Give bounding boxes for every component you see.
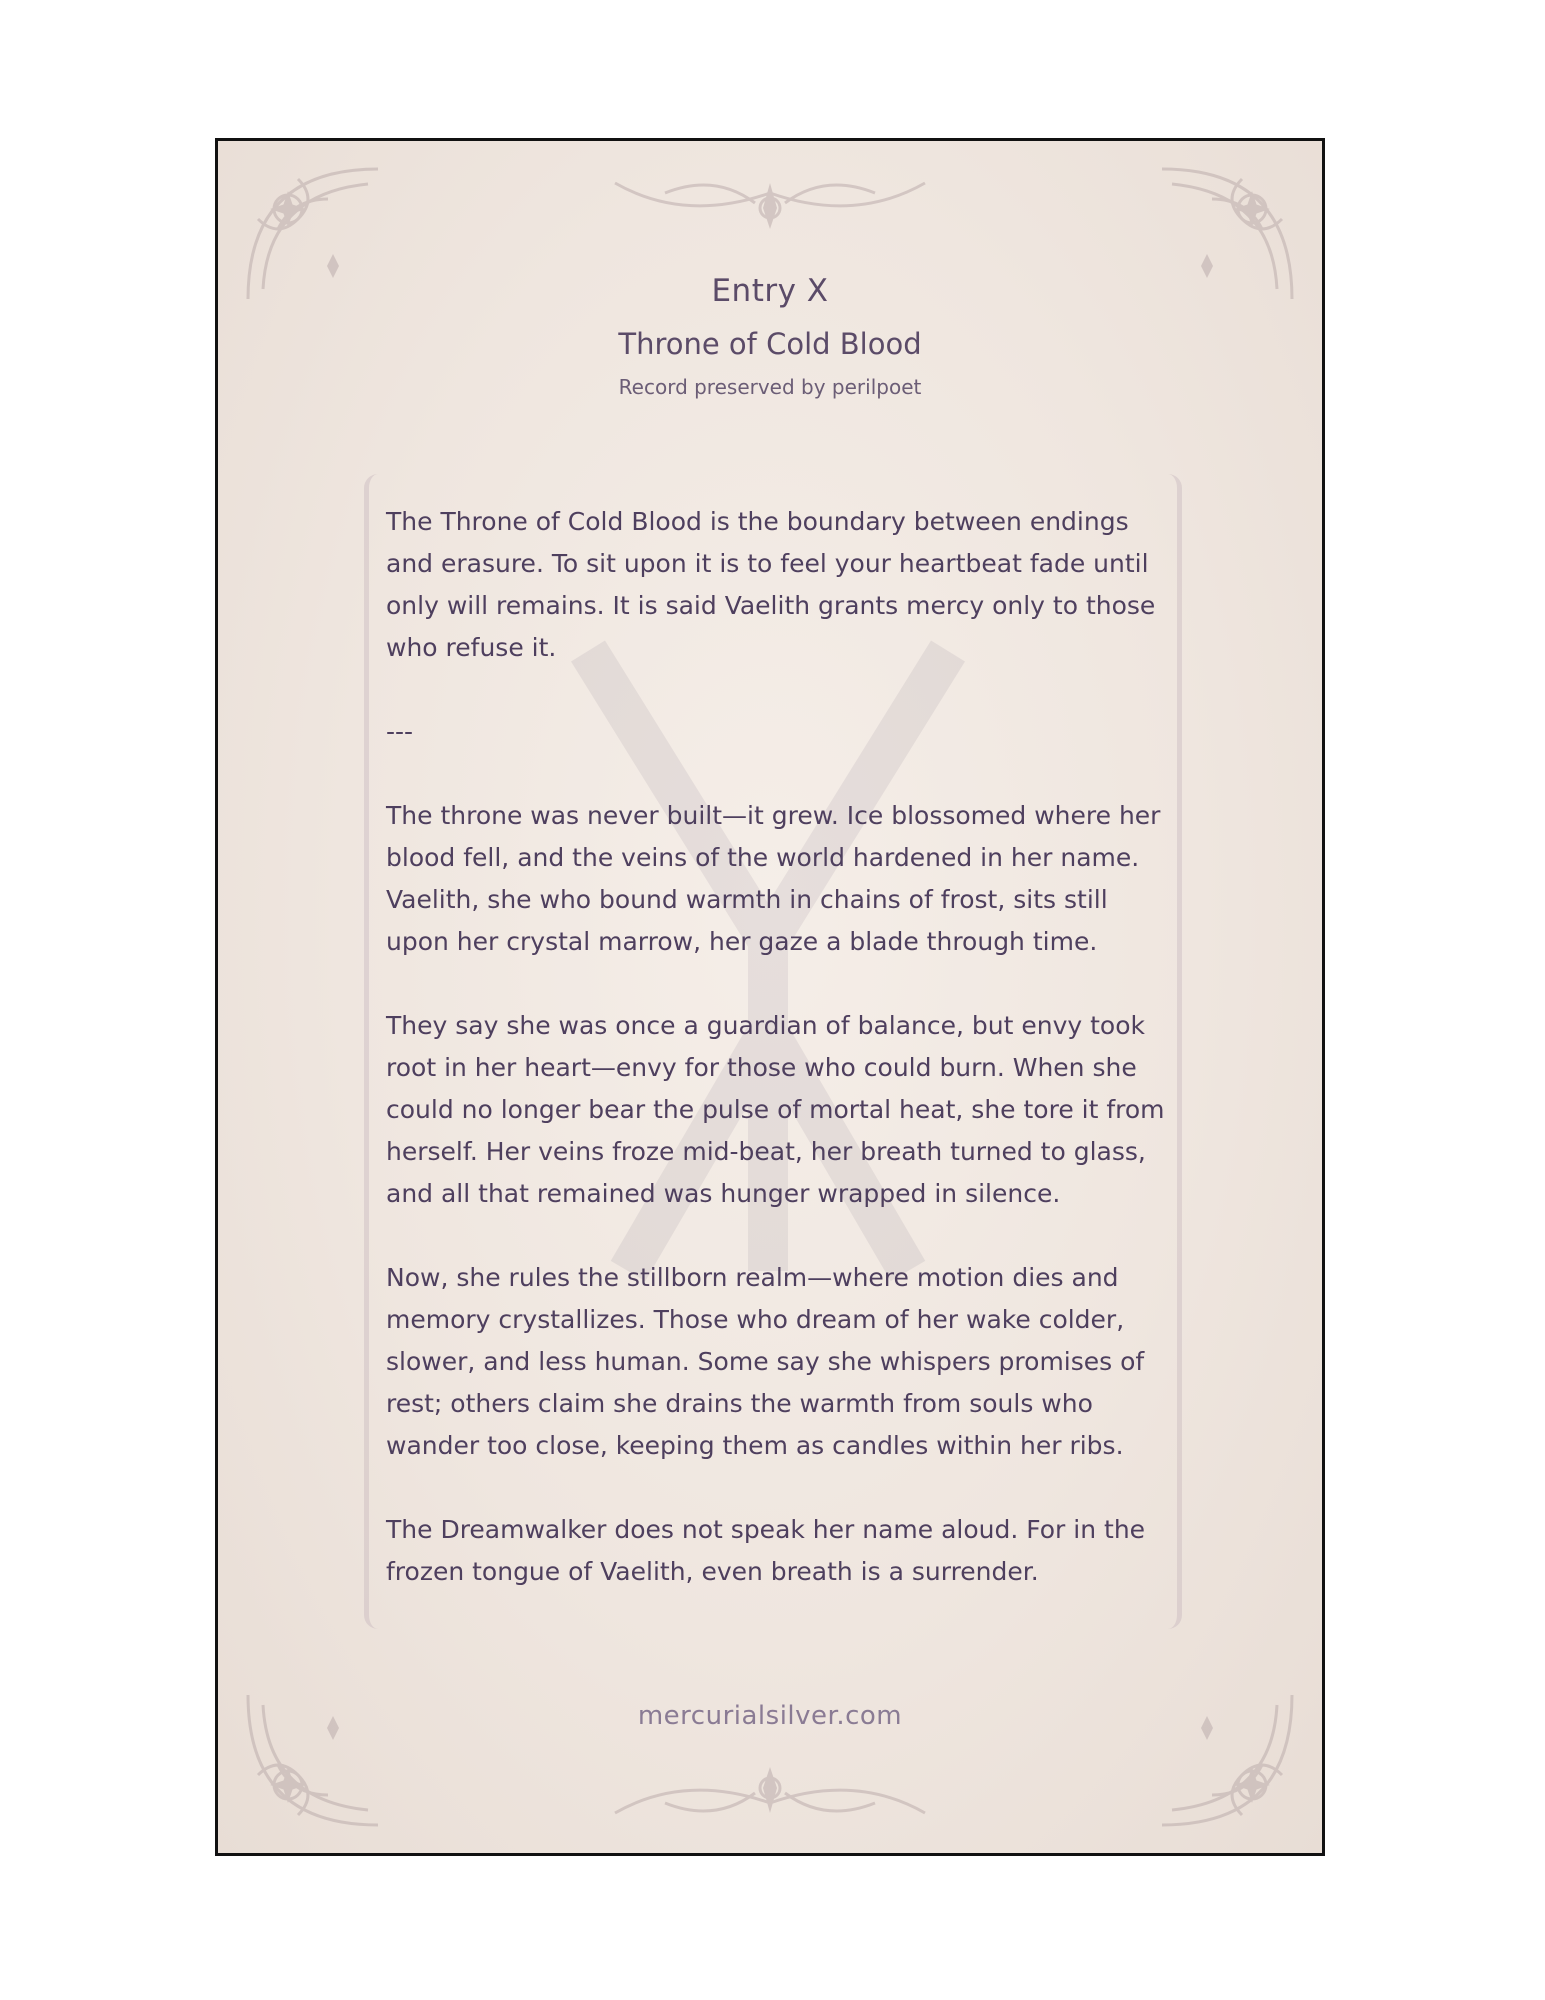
flourish-icon [605,1763,935,1833]
body-paragraph: The Dreamwalker does not speak her name aloud. For in the frozen tongue of Vaelith, even breath is a surrender. [386,1515,1146,1586]
body-paragraph: They say she was once a guardian of balance, but envy took root in her heart—envy for those who could burn. When she could no longer bear the pulse of mortal heat, she tore it from herself. Her veins froze mid-beat, her breath turned to glass, and all that remained was hunger wrapped in silence. [386,1011,1165,1208]
website-footer: mercurialsilver.com [637,1701,903,1731]
entry-title: Entry X [711,273,829,309]
body-paragraph: The throne was never built—it grew. Ice blossomed where her blood fell, and the veins of the world hardened in her name. Vaelith, she who bound warmth in chains of frost, sits still upon her crystal marrow, her gaze a blade through time. [386,801,1161,956]
section-divider: --- [386,717,414,746]
document-page [215,138,1325,1856]
flourish-icon [605,163,935,233]
entry-credit: Record preserved by perilpoet [618,375,922,399]
entry-body [386,501,1176,1635]
entry-subtitle: Throne of Cold Blood [618,327,922,361]
body-paragraph: Now, she rules the stillborn realm—where motion dies and memory crystallizes. Those who dream of her wake colder, slower, and less human. Some say she whispers promises of rest; others claim she drains the warmth from souls who wander too close, keeping them as candles within her ribs. [386,1263,1145,1460]
body-paragraph: The Throne of Cold Blood is the boundary between endings and erasure. To sit upon it is to feel your heartbeat fade until only will remains. It is said Vaelith grants mercy only to those who refuse it. [386,507,1156,662]
entry-header [218,271,1322,401]
